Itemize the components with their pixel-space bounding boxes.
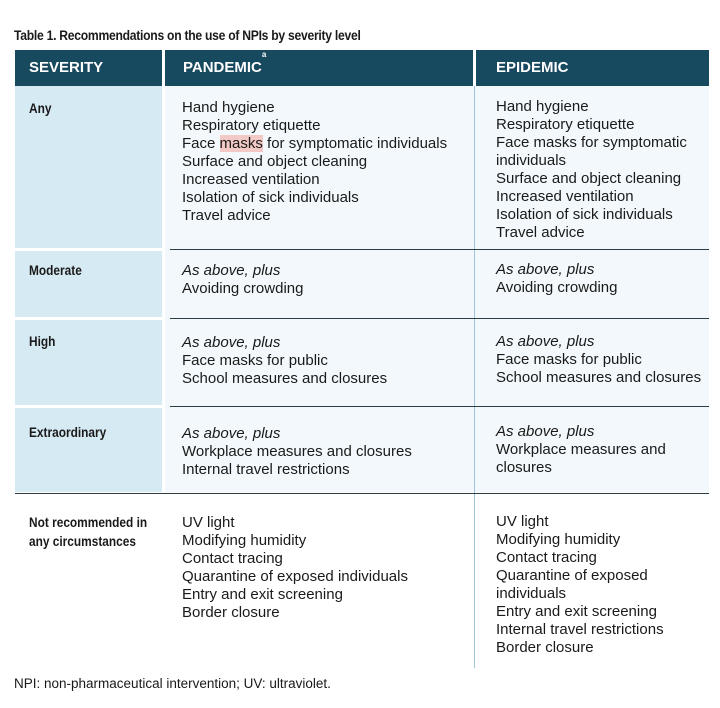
list-item: As above, plus: [182, 262, 281, 279]
list-item: As above, plus: [496, 261, 595, 278]
cell-any-pandemic: [182, 99, 447, 225]
highlighted-word: masks: [219, 135, 263, 152]
severity-not-recommended-line1: Not recommended in: [29, 515, 148, 530]
list-item: UV light: [182, 514, 235, 531]
list-item: Contact tracing: [182, 550, 283, 567]
cell-moderate-epidemic: [496, 261, 617, 297]
list-item: School measures and closures: [182, 370, 388, 387]
header-pandemic-footnote-marker: a: [261, 50, 267, 59]
list-item: Respiratory etiquette: [182, 117, 321, 134]
cell-extraordinary-pandemic: [182, 425, 412, 479]
list-item: Travel advice: [496, 224, 585, 241]
row-divider: [170, 249, 709, 250]
severity-not-recommended: [29, 513, 147, 551]
list-item: Respiratory etiquette: [496, 116, 635, 133]
table-caption: Table 1. Recommendations on the use of NPIs by severity level: [14, 28, 361, 43]
list-item: School measures and closures: [496, 369, 702, 386]
list-item: Travel advice: [182, 207, 271, 224]
severity-moderate: Moderate: [29, 263, 82, 278]
column-divider-epidemic: [474, 86, 475, 668]
list-item: Internal travel restrictions: [496, 621, 664, 638]
list-item: Hand hygiene: [182, 99, 275, 116]
list-item: Contact tracing: [496, 549, 597, 566]
list-item: individuals: [496, 152, 567, 169]
list-item: Avoiding crowding: [182, 280, 304, 297]
list-item: Face masks for public: [182, 352, 328, 369]
list-item: Surface and object cleaning: [182, 153, 368, 170]
list-item: Entry and exit screening: [496, 603, 657, 620]
list-item: As above, plus: [496, 423, 595, 440]
list-item: Increased ventilation: [496, 188, 634, 205]
row-divider: [170, 406, 709, 407]
list-item: Modifying humidity: [496, 531, 621, 548]
header-epidemic: EPIDEMIC: [476, 50, 709, 86]
header-severity: SEVERITY: [15, 50, 162, 86]
list-item: UV light: [496, 513, 549, 530]
severity-any: Any: [29, 101, 52, 116]
list-item: As above, plus: [182, 334, 281, 351]
list-item: Internal travel restrictions: [182, 461, 350, 478]
cell-extraordinary-epidemic: [496, 423, 666, 477]
cell-not-recommended-epidemic: [496, 513, 664, 657]
cell-moderate-pandemic: [182, 262, 303, 298]
severity-cell-extraordinary: [15, 408, 162, 492]
cell-high-pandemic: [182, 334, 387, 388]
list-item: Quarantine of exposed individuals: [182, 568, 408, 585]
list-item: Workplace measures and closures: [182, 443, 412, 460]
list-item: Avoiding crowding: [496, 279, 618, 296]
list-item-highlighted: [182, 135, 447, 153]
list-item: Border closure: [496, 639, 594, 656]
cell-not-recommended-pandemic: [182, 514, 408, 622]
list-item: Isolation of sick individuals: [496, 206, 673, 223]
highlight-prefix: Face: [182, 135, 220, 152]
row-divider: [15, 493, 709, 494]
list-item: closures: [496, 459, 552, 476]
list-item: individuals: [496, 585, 567, 602]
list-item: Isolation of sick individuals: [182, 189, 359, 206]
list-item: Border closure: [182, 604, 280, 621]
header-pandemic: [165, 50, 473, 86]
table-footnote: NPI: non-pharmaceutical intervention; UV: ultraviolet.: [14, 676, 331, 691]
severity-not-recommended-line2: any circumstances: [29, 534, 136, 549]
list-item: Entry and exit screening: [182, 586, 343, 603]
cell-high-epidemic: [496, 333, 701, 387]
list-item: Hand hygiene: [496, 98, 589, 115]
list-item: Quarantine of exposed: [496, 567, 648, 584]
list-item: Face masks for symptomatic: [496, 134, 687, 151]
severity-extraordinary: Extraordinary: [29, 425, 107, 440]
header-pandemic-label: PANDEMIC: [183, 59, 262, 76]
row-divider: [170, 318, 709, 319]
list-item: Face masks for public: [496, 351, 642, 368]
severity-high: High: [29, 334, 56, 349]
cell-any-epidemic: [496, 98, 687, 242]
list-item: Modifying humidity: [182, 532, 307, 549]
list-item: As above, plus: [182, 425, 281, 442]
list-item: Surface and object cleaning: [496, 170, 682, 187]
list-item: Increased ventilation: [182, 171, 320, 188]
highlight-suffix: for symptomatic individuals: [262, 135, 448, 152]
npi-table: [15, 50, 709, 668]
list-item: As above, plus: [496, 333, 595, 350]
list-item: Workplace measures and: [496, 441, 666, 458]
